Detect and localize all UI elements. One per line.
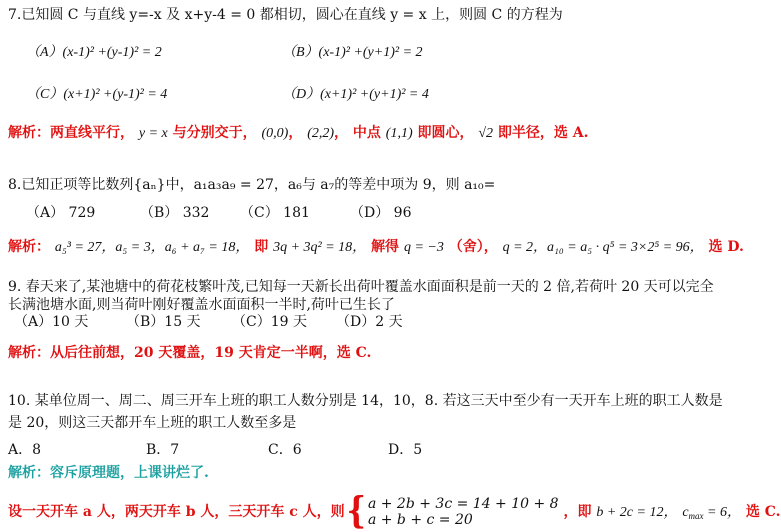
- q9-solution: 解析：从后往前想，20 天覆盖，19 天肯定一半啊，选 C.: [8, 345, 372, 361]
- q8-sol-math-1: a₅³ = 27，a₅ = 3，a₆ + a₇ = 18，: [54, 240, 250, 255]
- q7-sol-math-3: (2,2): [307, 126, 335, 141]
- q9-option-c: （C）19 天: [232, 314, 307, 330]
- q9-option-d: （D）2 天: [336, 314, 403, 330]
- q10-sol-text-1: 设一天开车 a 人，两天开车 b 人，三天开车 c 人，则: [8, 504, 345, 520]
- q9-option-a: （A）10 天: [14, 314, 89, 330]
- q10-stem-line-2: 是 20，则这三天都开车上班的职工人数至多是: [8, 415, 297, 431]
- q10-sol-cmax: [682, 505, 741, 520]
- q8-option-d: （D） 96: [350, 205, 412, 221]
- q10-solution: [8, 490, 781, 532]
- equation-row-1: a + 2b + 3c = 14 + 10 + 8: [367, 496, 559, 512]
- q10-sol-math-1: b + 2c = 12，: [596, 505, 678, 520]
- q10-option-b: B．7: [146, 442, 180, 458]
- q7-option-a: （A）(x-1)² +(y-1)² = 2: [26, 45, 162, 60]
- q10-option-d: D．5: [388, 442, 423, 458]
- q8-sol-math-2: 3q + 3q² = 18，: [273, 240, 367, 255]
- q10-stem-line-1: 10. 某单位周一、周二、周三开车上班的职工人数分别是 14，10，8. 若这三天中至少有一天开车上班的职工人数是: [8, 393, 723, 409]
- q7-sol-math-1: y = x: [138, 126, 168, 141]
- q7-sol-text-4: 即半径，选 A.: [497, 125, 589, 141]
- q7-sol-math-2: (0,0): [261, 126, 289, 141]
- cmax-subscript: max: [688, 511, 704, 521]
- q10-option-a: A．8: [8, 442, 42, 458]
- q9-stem-line-1: 9. 春天来了,某池塘中的荷花枝繁叶茂,已知每一天新长出荷叶覆盖水面面积是前一天的 2 倍,若荷叶 20 天可以完全: [8, 279, 714, 295]
- q10-sol-text-2: ，即: [563, 504, 592, 520]
- q7-stem: 7.已知圆 C 与直线 y=-x 及 x+y-4 = 0 都相切，圆心在直线 y = x 上，则圆 C 的方程为: [8, 7, 563, 23]
- q8-solution: [8, 238, 744, 257]
- q7-option-c: （C）(x+1)² +(y-1)² = 4: [26, 87, 168, 102]
- q7-sol-math-5: √2: [478, 126, 494, 141]
- q10-hint: 解析：容斥原理题，上课讲烂了.: [8, 465, 209, 481]
- q7-solution-label: 解析：两直线平行，: [8, 125, 134, 141]
- q7-solution: 解析：两直线平行， y = x 与分别交于， (0,0)， (2,2)， 中点 (1,1) 即圆心， √2 即半径，选 A.: [8, 125, 589, 141]
- q7-sol-text-1: 与分别交于，: [172, 125, 257, 141]
- q10-option-c: C．6: [268, 442, 302, 458]
- q8-option-c: （C） 181: [240, 205, 310, 221]
- q7-sol-text-3: 即圆心，: [417, 125, 474, 141]
- q9-option-b: （B）15 天: [126, 314, 201, 330]
- equation-system: [368, 496, 559, 528]
- q7-option-b: （B）(x-1)² +(y+1)² = 2: [282, 45, 423, 60]
- q8-option-b: （B） 332: [140, 205, 210, 221]
- q8-sol-math-4: q = 2，a₁₀ = a₅ · q⁵ = 3×2⁵ = 96，: [502, 240, 704, 255]
- system-brace-icon: {: [346, 490, 366, 532]
- q8-sol-text-3: （舍），: [448, 239, 498, 255]
- equation-row-2: a + b + c = 20: [367, 512, 473, 528]
- q8-solution-label: 解析：: [8, 239, 50, 255]
- cmax-base: c: [682, 505, 689, 520]
- q10-sol-text-3: 选 C.: [745, 504, 781, 520]
- q8-sol-math-3: q = −3: [403, 240, 444, 255]
- q8-sol-text-2: 解得: [371, 239, 400, 255]
- q9-stem-line-2: 长满池塘水面,则当荷叶刚好覆盖水面面积一半时,荷叶已生长了: [8, 297, 395, 313]
- q7-option-d: （D）(x+1)² +(y+1)² = 4: [282, 87, 429, 102]
- q7-sol-math-4: (1,1): [385, 126, 413, 141]
- q8-sol-text-1: 即: [254, 239, 269, 255]
- q8-stem: 8.已知正项等比数列{aₙ}中，a₁a₃a₉ = 27，a₆与 a₇的等差中项为 9，则 a₁₀=: [8, 177, 496, 193]
- q8-option-a: （A） 729: [26, 205, 96, 221]
- q7-sol-text-2: 中点: [352, 125, 381, 141]
- cmax-value: = 6，: [703, 505, 741, 520]
- q8-sol-text-4: 选 D.: [708, 239, 744, 255]
